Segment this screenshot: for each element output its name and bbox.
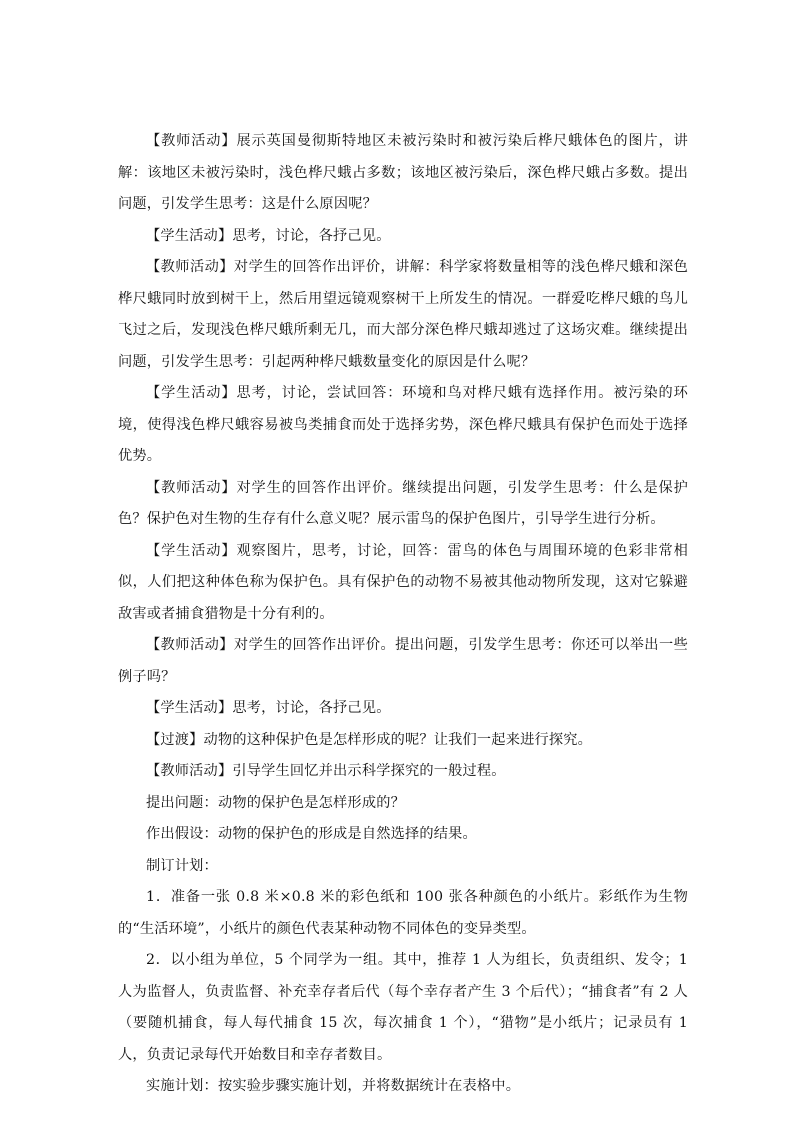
paragraph-teacher-activity-5: 【教师活动】引导学生回忆并出示科学探究的一般过程。	[146, 763, 506, 779]
paragraph-teacher-activity-2: 【教师活动】对学生的回答作出评价，讲解：科学家将数量相等的浅色桦尺蛾和深色桦尺蛾同时放到树干上，然后用望远镜观察树干上所发生的情况。一群爱吃桦尺蛾的鸟儿飞过之后，发现浅色桦尺蛾所剩无几，而大部分深色桦尺蛾却逃过了这场灾难。继续提出问题，引发学生思考：引起两种桦尺蛾数量变化的原因是什么呢？	[118, 259, 688, 370]
paragraph-teacher-activity-3: 【教师活动】对学生的回答作出评价。继续提出问题，引发学生思考：什么是保护色？保护色对生物的生存有什么意义呢？展示雷鸟的保护色图片，引导学生进行分析。	[118, 479, 688, 527]
paragraph-hypothesis: 作出假设：动物的保护色的形成是自然选择的结果。	[146, 826, 477, 842]
paragraph-plan-step-2: 2．以小组为单位，5 个同学为一组。其中，推荐 1 人为组长，负责组织、发令；1 人为监督人，负责监督、补充幸存者后代（每个幸存者产生 3 个后代）；“捕食者”有 2 人（要随机捕食，每人每代捕食 15 次，每次捕食 1 个），“猎物”是小纸片；记录员有 1 人，负责记录每代开始数目和幸存者数目。	[118, 952, 688, 1063]
document-body	[118, 126, 688, 1103]
paragraph-student-activity-2: 【学生活动】思考，讨论，尝试回答：环境和鸟对桦尺蛾有选择作用。被污染的环境，使得浅色桦尺蛾容易被鸟类捕食而处于选择劣势，深色桦尺蛾具有保护色而处于选择优势。	[118, 385, 688, 464]
paragraph-raise-question: 提出问题：动物的保护色是怎样形成的？	[146, 794, 405, 811]
paragraph-student-activity-4: 【学生活动】思考，讨论，各抒己见。	[146, 700, 391, 716]
paragraph-student-activity-1: 【学生活动】思考，讨论，各抒己见。	[146, 227, 391, 244]
paragraph-student-activity-3: 【学生活动】观察图片，思考，讨论，回答：雷鸟的体色与周围环境的色彩非常相似，人们把这种体色称为保护色。具有保护色的动物不易被其他动物所发现，这对它躲避敌害或者捕食猎物是十分有利的。	[118, 542, 688, 622]
paragraph-implement-plan: 实施计划：按实验步骤实施计划，并将数据统计在表格中。	[146, 1078, 521, 1094]
paragraph-teacher-activity-4: 【教师活动】对学生的回答作出评价。提出问题，引发学生思考：你还可以举出一些例子吗？	[118, 637, 688, 685]
paragraph-transition: 【过渡】动物的这种保护色是怎样形成的呢？让我们一起来进行探究。	[146, 731, 593, 748]
paragraph-plan-heading: 制订计划：	[146, 857, 218, 874]
paragraph-teacher-activity-1: 【教师活动】展示英国曼彻斯特地区未被污染时和被污染后桦尺蛾体色的图片，讲解：该地区未被污染时，浅色桦尺蛾占多数；该地区被污染后，深色桦尺蛾占多数。提出问题，引发学生思考：这是什么原因呢？	[118, 133, 688, 212]
paragraph-plan-step-1: 1．准备一张 0.8 米×0.8 米的彩色纸和 100 张各种颜色的小纸片。彩纸作为生物的“生活环境”，小纸片的颜色代表某种动物不同体色的变异类型。	[118, 889, 688, 937]
